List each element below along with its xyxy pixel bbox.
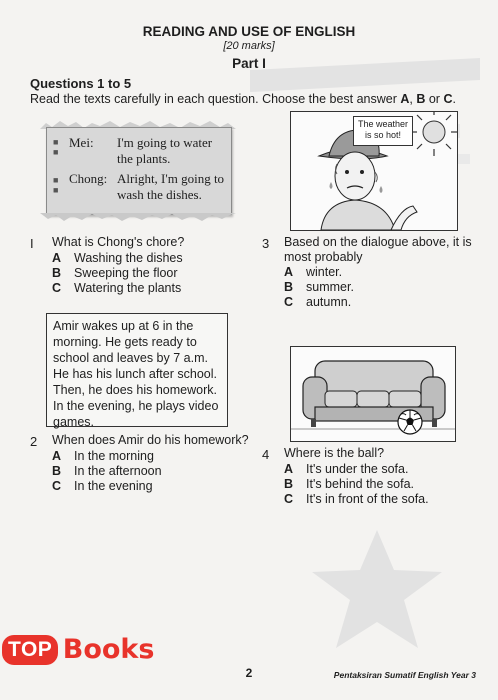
- q4-option-c-letter: C: [284, 492, 294, 506]
- dialogue-note: [46, 127, 232, 215]
- letter-b: B: [416, 92, 426, 106]
- sep-1: ,: [409, 92, 417, 106]
- q4-option-a-letter: A: [284, 462, 294, 476]
- letter-a: A: [400, 92, 410, 106]
- q2-option-a-text: In the morning: [74, 449, 154, 463]
- bubble-line-2: is so hot!: [364, 130, 402, 140]
- passage-line: Then, he does his homework.: [53, 383, 217, 397]
- q2-option-c[interactable]: [52, 479, 153, 493]
- q2-question: When does Amir do his homework?: [52, 433, 249, 447]
- q1-option-a[interactable]: [52, 251, 183, 265]
- bullet-mark-2: ■ ■: [53, 175, 59, 195]
- sofa-illustration: [291, 347, 455, 441]
- q3-option-c-text: autumn.: [306, 295, 352, 309]
- q1-number: I: [30, 236, 34, 251]
- passage-line: Amir wakes up at 6 in the: [53, 319, 194, 333]
- q2-number: 2: [30, 434, 38, 449]
- q2-option-c-letter: C: [52, 479, 62, 493]
- q2-option-a[interactable]: [52, 449, 154, 463]
- book-title: Pentaksiran Sumatif English Year 3: [333, 670, 476, 680]
- q2-option-b[interactable]: [52, 464, 162, 478]
- q1-question: What is Chong's chore?: [52, 235, 185, 249]
- speaker-chong: Chong:: [69, 171, 108, 186]
- torn-edge-bottom: [40, 213, 236, 222]
- amir-passage: [46, 313, 228, 427]
- chong-line-b: wash the dishes.: [117, 187, 202, 202]
- soccer-ball-icon: [397, 409, 423, 435]
- q2-option-b-text: In the afternoon: [74, 464, 162, 478]
- passage-line: morning. He gets ready to: [53, 335, 197, 349]
- page-number: 2: [245, 666, 253, 680]
- q4-option-b-letter: B: [284, 477, 294, 491]
- topbooks-logo: [2, 634, 154, 670]
- q3-question-line-2: most probably: [284, 250, 363, 264]
- logo-books-text: Books: [62, 634, 155, 665]
- instructions-text: [30, 92, 456, 106]
- mei-line-b: the plants.: [117, 151, 171, 166]
- letter-c: C: [443, 92, 453, 106]
- questions-heading: Questions 1 to 5: [30, 76, 132, 91]
- hot-weather-picture: [290, 111, 458, 231]
- passage-line: school and leaves by 7 a.m.: [53, 351, 208, 365]
- chong-line-a: Alright, I'm going to: [117, 171, 225, 186]
- q3-option-a-text: winter.: [306, 265, 343, 279]
- marks-label: [20 marks]: [223, 40, 275, 52]
- speech-bubble: [353, 116, 413, 146]
- q2-option-b-letter: B: [52, 464, 62, 478]
- passage-line: games.: [53, 415, 94, 429]
- q4-option-c[interactable]: [284, 492, 429, 506]
- q1-option-c-text: Watering the plants: [74, 281, 182, 295]
- passage-line: He has his lunch after school.: [53, 367, 217, 381]
- q2-option-a-letter: A: [52, 449, 62, 463]
- sun-icon: [410, 112, 457, 156]
- logo-top-badge: [2, 635, 58, 665]
- q4-question: Where is the ball?: [284, 446, 385, 460]
- speaker-mei: Mei:: [69, 135, 94, 150]
- q1-option-c[interactable]: [52, 281, 181, 295]
- sep-2: or: [425, 92, 444, 106]
- q1-option-c-letter: C: [52, 281, 62, 295]
- section-title: READING AND USE OF ENGLISH: [142, 24, 356, 39]
- q4-option-b-text: It's behind the sofa.: [306, 477, 415, 491]
- q2-option-c-text: In the evening: [74, 479, 153, 493]
- q1-option-b[interactable]: [52, 266, 178, 280]
- q3-option-c[interactable]: [284, 295, 351, 309]
- part-title: Part I: [232, 56, 266, 71]
- q1-option-a-letter: A: [52, 251, 62, 265]
- q1-option-b-text: Sweeping the floor: [74, 266, 178, 280]
- q1-option-a-text: Washing the dishes: [74, 251, 183, 265]
- q1-option-b-letter: B: [52, 266, 62, 280]
- q3-question-line-1: Based on the dialogue above, it is: [284, 235, 472, 249]
- set-stamp-decoration: [302, 530, 452, 660]
- instructions-end: .: [452, 92, 456, 106]
- sofa-picture: [290, 346, 456, 442]
- q3-option-c-letter: C: [284, 295, 294, 309]
- q3-option-b[interactable]: [284, 280, 354, 294]
- q3-option-a[interactable]: [284, 265, 342, 279]
- q4-option-a-text: It's under the sofa.: [306, 462, 409, 476]
- bubble-line-1: The weather: [357, 119, 409, 129]
- q3-option-b-text: summer.: [306, 280, 354, 294]
- q4-option-b[interactable]: [284, 477, 414, 491]
- mei-line-a: I'm going to water: [117, 135, 213, 150]
- bullet-mark-1: ■ ■: [53, 137, 59, 157]
- q3-option-b-letter: B: [284, 280, 294, 294]
- q3-number: 3: [262, 236, 270, 251]
- q4-option-c-text: It's in front of the sofa.: [306, 492, 429, 506]
- q3-option-a-letter: A: [284, 265, 294, 279]
- q4-option-a[interactable]: [284, 462, 408, 476]
- passage-line: In the evening, he plays video: [53, 399, 219, 413]
- q4-number: 4: [262, 447, 270, 462]
- instructions-body: Read the texts carefully in each question. Choose the best answer: [30, 92, 401, 106]
- logo-top-text: TOP: [8, 637, 53, 661]
